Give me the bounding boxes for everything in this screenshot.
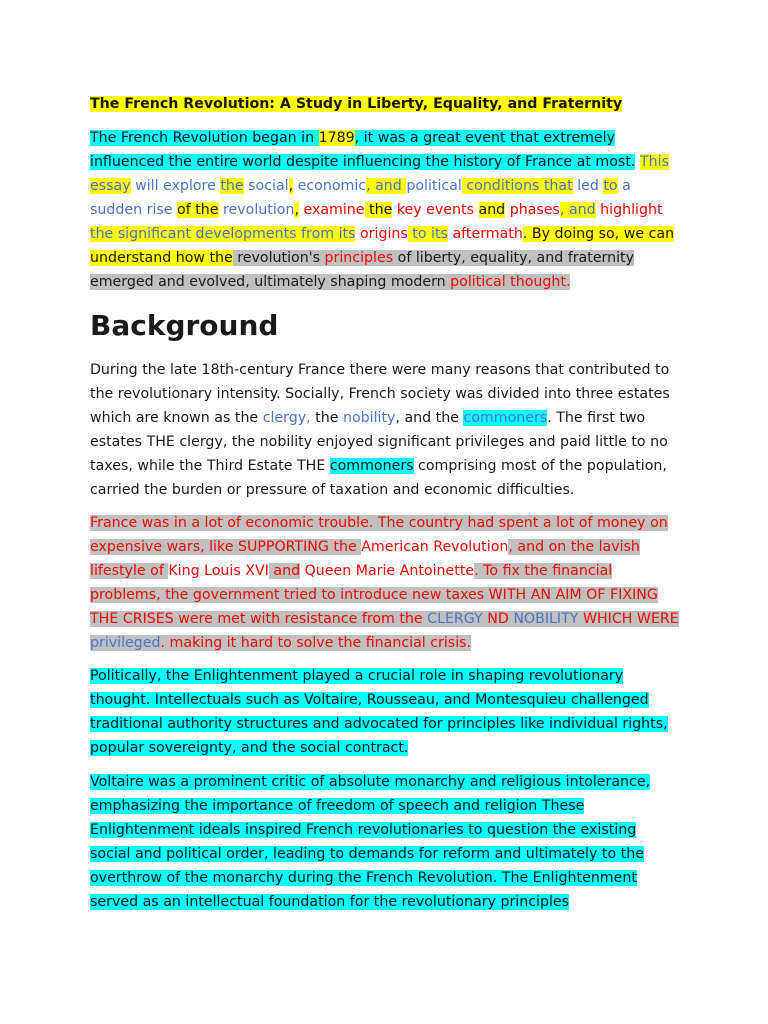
text-run: social bbox=[243, 178, 289, 194]
highlighted-text: served as an intellectual foundation for the revolutionary principles bbox=[90, 894, 570, 910]
text-run: comprising most of the population, bbox=[413, 458, 667, 474]
highlighted-text: . By doing so, we can bbox=[522, 226, 675, 242]
text-line bbox=[90, 150, 690, 174]
text-line bbox=[90, 430, 690, 454]
text-run: During the late 18th-century France there were many reasons that contributed to bbox=[90, 362, 670, 378]
text-line bbox=[90, 866, 690, 890]
text-line bbox=[90, 818, 690, 842]
intro-paragraph bbox=[90, 126, 690, 294]
text-run: clergy, bbox=[262, 410, 311, 426]
text-line bbox=[90, 770, 690, 794]
text-run: , and the bbox=[395, 410, 464, 426]
highlighted-text: to bbox=[603, 178, 618, 194]
highlighted-text: NOBILITY bbox=[513, 611, 579, 627]
highlighted-text: , it was a great event that extremely bbox=[354, 130, 615, 146]
highlighted-text: overthrow of the monarchy during the French Revolution. The Enlightenment bbox=[90, 870, 637, 886]
highlighted-text: of liberty, equality, and fraternity bbox=[393, 250, 635, 266]
text-run: carried the burden or pressure of taxation and economic difficulties. bbox=[90, 482, 575, 498]
highlighted-text: understand how the bbox=[90, 250, 233, 266]
text-line bbox=[90, 511, 690, 535]
highlighted-text: the bbox=[220, 178, 244, 194]
text-run: a bbox=[617, 178, 631, 194]
text-line bbox=[90, 246, 690, 270]
text-line bbox=[90, 794, 690, 818]
text-line bbox=[90, 222, 690, 246]
text-line bbox=[90, 842, 690, 866]
highlighted-text: THE CRISES were met with resistance from the bbox=[90, 611, 428, 627]
background-paragraph-estates bbox=[90, 358, 690, 502]
text-run: which are known as the bbox=[90, 410, 263, 426]
text-line bbox=[90, 454, 690, 478]
highlighted-text: influenced the entire world despite influencing the history of France at most. bbox=[90, 154, 636, 170]
highlighted-text: Intellectuals such as Voltaire, Rousseau, and Montesquieu challenged bbox=[150, 692, 649, 708]
text-line bbox=[90, 712, 690, 736]
text-run: the bbox=[310, 410, 343, 426]
text-run: political bbox=[406, 178, 462, 194]
highlighted-text: , and bbox=[366, 178, 407, 194]
text-run: taxes, while the Third Estate THE bbox=[90, 458, 330, 474]
text-run: origins bbox=[355, 226, 408, 242]
highlighted-text: Voltaire was a prominent critic of absolute monarchy and religious intolerance, bbox=[90, 774, 651, 790]
text-line bbox=[90, 270, 690, 294]
highlighted-text: principles bbox=[324, 250, 394, 266]
text-line bbox=[90, 358, 690, 382]
text-line bbox=[90, 664, 690, 688]
highlighted-text: traditional authority structures and advocated for principles like individual rights, bbox=[90, 716, 668, 732]
highlighted-text: the bbox=[364, 202, 393, 218]
text-run: aftermath bbox=[447, 226, 523, 242]
voltaire-paragraph bbox=[90, 770, 690, 914]
highlighted-text: revolution's bbox=[232, 250, 325, 266]
text-run: examine bbox=[298, 202, 365, 218]
highlighted-text: political thought. bbox=[450, 274, 571, 290]
text-run: highlight bbox=[595, 202, 663, 218]
highlighted-text: the significant developments from its bbox=[90, 226, 356, 242]
section-heading-background: Background bbox=[90, 309, 279, 342]
text-run: phases bbox=[505, 202, 560, 218]
highlighted-text: emphasizing the importance of freedom of speech and religion These bbox=[90, 798, 585, 814]
highlighted-text: and bbox=[268, 563, 301, 579]
highlighted-text: popular sovereignty, and the social contract. bbox=[90, 740, 409, 756]
text-run: . The first two bbox=[547, 410, 646, 426]
text-run: will explore bbox=[130, 178, 221, 194]
highlighted-text: privileged bbox=[90, 635, 161, 651]
highlighted-text: commoners bbox=[329, 458, 414, 474]
text-run: economic bbox=[293, 178, 367, 194]
highlighted-text: lifestyle of bbox=[90, 563, 169, 579]
highlighted-text: to its bbox=[407, 226, 448, 242]
highlighted-text: expensive wars, like SUPPORTING the bbox=[90, 539, 362, 555]
highlighted-text: Politically, the Enlightenment played a crucial role in shaping revolutionary bbox=[90, 668, 624, 684]
highlighted-text: 1789 bbox=[318, 130, 355, 146]
highlighted-text: and bbox=[478, 202, 506, 218]
text-line bbox=[90, 535, 690, 559]
text-line bbox=[90, 890, 690, 914]
highlighted-text: , bbox=[288, 178, 294, 194]
text-line bbox=[90, 583, 690, 607]
text-line bbox=[90, 607, 690, 631]
highlighted-text: France was in a lot of economic trouble. The country had spent a lot of money on bbox=[90, 515, 668, 531]
text-line bbox=[90, 174, 690, 198]
text-run: key events bbox=[392, 202, 479, 218]
highlighted-text: problems, the government tried to introduce new taxes WITH AN AIM OF FIXING bbox=[90, 587, 658, 603]
economic-trouble-paragraph bbox=[90, 511, 690, 655]
highlighted-text: The French Revolution began in bbox=[90, 130, 319, 146]
highlighted-text: Enlightenment ideals inspired French revolutionaries to question the existing bbox=[90, 822, 637, 838]
highlighted-text: , and on the lavish bbox=[508, 539, 640, 555]
title-text: The French Revolution: A Study in Liberty, Equality, and Fraternity bbox=[90, 96, 623, 112]
text-run: American Revolution bbox=[361, 539, 509, 555]
highlighted-text: ND bbox=[482, 611, 514, 627]
text-line bbox=[90, 559, 690, 583]
highlighted-text: essay bbox=[90, 178, 131, 194]
enlightenment-paragraph bbox=[90, 664, 690, 760]
text-run: the revolutionary intensity. Socially, French society was divided into three estates bbox=[90, 386, 670, 402]
text-line bbox=[90, 688, 690, 712]
document-title bbox=[90, 92, 690, 116]
text-run: Queen Marie Antoinette bbox=[300, 563, 475, 579]
text-line bbox=[90, 736, 690, 760]
text-run: led bbox=[572, 178, 604, 194]
highlighted-text: conditions that bbox=[461, 178, 573, 194]
highlighted-text: . To fix the financial bbox=[474, 563, 613, 579]
text-line bbox=[90, 126, 690, 150]
text-line bbox=[90, 382, 690, 406]
highlighted-text: CLERGY bbox=[427, 611, 483, 627]
text-line bbox=[90, 478, 690, 502]
highlighted-text: WHICH WERE bbox=[578, 611, 679, 627]
highlighted-text: thought. bbox=[90, 692, 151, 708]
text-line bbox=[90, 406, 690, 430]
text-run: nobility bbox=[342, 410, 396, 426]
text-run: estates THE clergy, the nobility enjoyed significant privileges and paid little to no bbox=[90, 434, 668, 450]
highlighted-text: . making it hard to solve the financial crisis. bbox=[160, 635, 472, 651]
highlighted-text: , bbox=[294, 202, 299, 218]
text-line bbox=[90, 198, 690, 222]
highlighted-text: This bbox=[639, 154, 669, 170]
text-run: King Louis XVI bbox=[168, 563, 269, 579]
highlighted-text: of the bbox=[177, 202, 219, 218]
highlighted-text: emerged and evolved, ultimately shaping modern bbox=[90, 274, 451, 290]
text-run: revolution bbox=[218, 202, 295, 218]
highlighted-text: commoners bbox=[463, 410, 548, 426]
highlighted-text: social and political order, leading to demands for reform and ultimately to the bbox=[90, 846, 644, 862]
text-line bbox=[90, 631, 690, 655]
text-run: sudden rise bbox=[90, 202, 178, 218]
highlighted-text: , and bbox=[559, 202, 596, 218]
